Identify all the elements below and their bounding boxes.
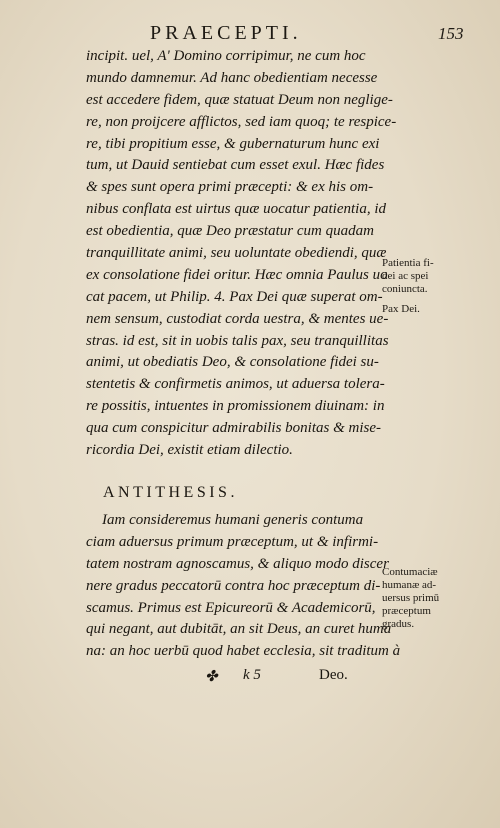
margin-note-line: præceptum <box>382 605 431 617</box>
text-line: re, non proijcere afflictos, sed iam quoq; te respice- <box>86 113 397 130</box>
text-line: tum, ut Dauid sentiebat cum esset exul. Hæc fides <box>86 157 385 174</box>
text-line: na: an hoc uerbū quod habet ecclesia, sit traditum à <box>86 643 401 660</box>
text-line: mundo damnemur. Ad hanc obedientiam necesse <box>86 69 378 86</box>
signature-mark: k 5 <box>243 667 261 683</box>
text-line: & spes sunt opera primi præcepti: & ex his om- <box>86 179 374 196</box>
margin-note-line: Contumaciæ <box>382 566 438 578</box>
text-line: re possitis, intuentes in promissionem diuinam: in <box>86 398 385 415</box>
text-line: qua cum conspicitur admirabilis bonitas & mise- <box>86 420 381 437</box>
catchword: Deo. <box>319 667 348 683</box>
margin-note-contumacia <box>382 566 439 631</box>
text-line: stras. id est, sit in uobis talis pax, seu tranquillitas <box>86 332 389 349</box>
margin-note-pax <box>382 303 420 316</box>
text-line: stentetis & confirmetis animos, ut aduersa tolera- <box>86 376 385 393</box>
text-line: Iam consideremus humani generis contuma <box>102 512 364 528</box>
text-line: est obedientia, quæ Deo præstatur cum quadam <box>86 223 374 240</box>
text-line: incipit. uel, A' Domino corripimur, ne cum hoc <box>86 48 366 64</box>
text-line: animi, ut obediatis Deo, & consolatione fidei su- <box>86 354 379 371</box>
margin-note-line: humanæ ad- <box>382 579 437 591</box>
margin-note-line: uersus primū <box>382 592 440 604</box>
text-line: tatem nostram agnoscamus, & aliquo modo discer <box>86 555 389 572</box>
text-line: ricordia Dei, existit etiam dilectio. <box>86 442 293 459</box>
page-number: 153 <box>438 24 464 43</box>
margin-note-line: Patientia fi- <box>382 257 434 269</box>
margin-note-line: Pax Dei. <box>382 303 420 315</box>
section-text <box>86 510 401 663</box>
page-footer <box>0 667 500 689</box>
margin-note-line: gradus. <box>382 618 415 630</box>
text-line: re, tibi propitium esse, & gubernaturum hunc exi <box>86 135 380 152</box>
text-line: nem sensum, custodiat corda uestra, & mentes ue- <box>86 310 389 327</box>
text-line: ciam aduersus primum præceptum, ut & infirmi- <box>86 533 379 550</box>
margin-note-line: dei ac spei <box>382 270 429 282</box>
ornament-icon: ✤ <box>205 669 218 685</box>
text-line: cat pacem, ut Philip. 4. Pax Dei quæ superat om- <box>86 288 383 305</box>
text-line: scamus. Primus est Epicureorū & Academicorū, <box>86 599 376 616</box>
page-header <box>0 22 500 48</box>
text-line: qui negant, aut dubitāt, an sit Deus, an curet huma <box>86 621 392 638</box>
running-title: PRAECEPTI. <box>150 22 302 44</box>
text-line: tranquillitate animi, seu uoluntate obediendi, quæ <box>86 245 387 262</box>
section-heading: ANTITHESIS. <box>103 484 238 501</box>
margin-note-patientia <box>382 257 434 296</box>
body-text <box>86 46 397 462</box>
margin-note-line: coniuncta. <box>382 283 428 295</box>
text-line: est accedere fidem, quæ statuat Deum non neglige- <box>86 91 393 108</box>
text-line: nere gradus peccatorū contra hoc præceptum di- <box>86 577 381 594</box>
text-line: nibus conflata est uirtus quæ uocatur patientia, id <box>86 201 386 218</box>
text-line: ex consolatione fidei oritur. Hæc omnia Paulus uo <box>86 266 388 283</box>
